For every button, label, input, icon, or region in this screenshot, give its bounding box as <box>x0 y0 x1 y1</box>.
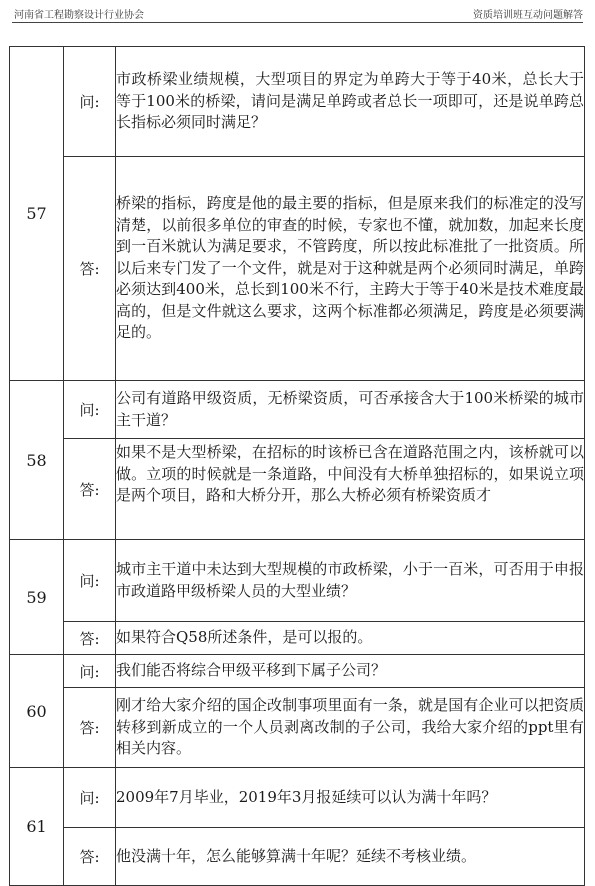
header-doc-title: 资质培训班互动问题解答 <box>473 10 583 21</box>
question-number: 59 <box>10 540 64 655</box>
question-number: 60 <box>10 655 64 768</box>
page-header <box>0 0 595 26</box>
question-text: 市政桥梁业绩规模，大型项目的界定为单跨大于等于40米，总长大于等于100米的桥梁，请问是满足单跨或者总长一项即可，还是说单跨总长指标必须同时满足？ <box>116 47 585 157</box>
question-text: 2009年7月毕业，2019年3月报延续可以认为满十年吗？ <box>116 768 585 828</box>
table-row <box>10 439 585 540</box>
question-number: 61 <box>10 768 64 886</box>
table-row <box>10 157 585 381</box>
answer-label: 答: <box>64 828 116 886</box>
question-label: 问: <box>64 655 116 688</box>
table-row <box>10 381 585 439</box>
header-org-name: 河南省工程勘察设计行业协会 <box>14 10 144 21</box>
table-row <box>10 828 585 886</box>
question-text: 城市主干道中未达到大型规模的市政桥梁，小于一百米，可否用于申报市政道路甲级桥梁人员的大型业绩？ <box>116 540 585 622</box>
answer-label: 答: <box>64 688 116 768</box>
answer-label: 答: <box>64 439 116 540</box>
question-label: 问: <box>64 540 116 622</box>
answer-text: 如果符合Q58所述条件，是可以报的。 <box>116 622 585 655</box>
table-row <box>10 540 585 622</box>
answer-label: 答: <box>64 157 116 381</box>
answer-text: 刚才给大家介绍的国企改制事项里面有一条，就是国有企业可以把资质转移到新成立的一个人员剥离改制的子公司，我给大家介绍的ppt里有相关内容。 <box>116 688 585 768</box>
answer-text: 他没满十年，怎么能够算满十年呢？延续不考核业绩。 <box>116 828 585 886</box>
table-row <box>10 768 585 828</box>
answer-label: 答: <box>64 622 116 655</box>
question-label: 问: <box>64 381 116 439</box>
answer-text-clip: 如果不是大型桥梁，在招标的时该桥已含在道路范围之内，该桥就可以做。立项的时候就是一条道路，中间没有大桥单独招标的，如果说立项是两个项目，路和大桥分开，那么大桥必须有桥梁资质才 <box>116 443 584 504</box>
header-rule <box>12 22 583 23</box>
question-number: 58 <box>10 381 64 540</box>
table-row <box>10 655 585 688</box>
table-row <box>10 688 585 768</box>
question-text: 公司有道路甲级资质，无桥梁资质，可否承接含大于100米桥梁的城市主干道？ <box>116 381 585 439</box>
answer-text: 桥梁的指标，跨度是他的最主要的指标，但是原来我们的标准定的没写清楚，以前很多单位的审查的时候，专家也不懂，就加数，加起来长度到一百米就认为满足要求，不管跨度，所以按此标准批了一批资质。所以后来专门发了一个文件，就是对于这种就是两个必须同时满足，单跨必须达到400米，总长到100米不行，主跨大于等于40米是技术难度最高的，但是文件就这么要求，这两个标准都必须满足，跨度是必须要满足的。 <box>116 157 585 381</box>
answer-text <box>116 439 585 540</box>
table-row <box>10 47 585 157</box>
table-row <box>10 622 585 655</box>
question-label: 问: <box>64 768 116 828</box>
question-text: 我们能否将综合甲级平移到下属子公司？ <box>116 655 585 688</box>
question-label: 问: <box>64 47 116 157</box>
question-number: 57 <box>10 47 64 381</box>
qa-table <box>9 46 585 886</box>
